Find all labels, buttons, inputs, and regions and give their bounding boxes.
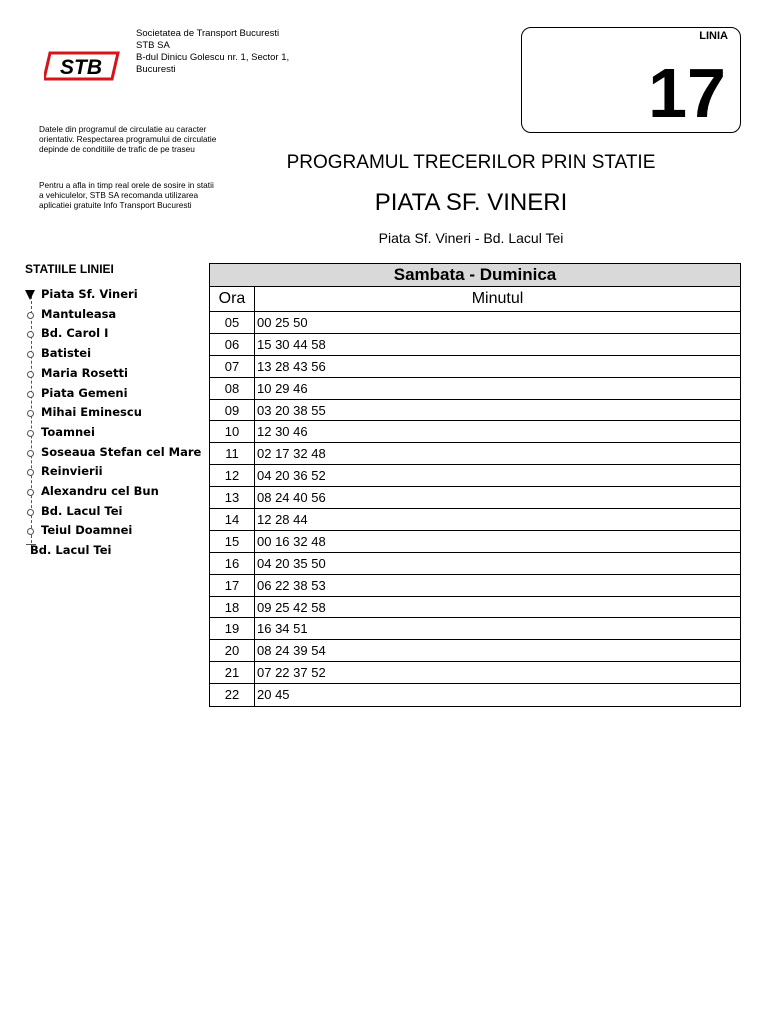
hour-cell: 13: [210, 487, 255, 508]
station-name: PIATA SF. VINERI: [374, 189, 568, 216]
table-row: [210, 509, 740, 531]
station-item: [24, 483, 214, 503]
station-item: [24, 522, 214, 542]
line-label: LINIA: [699, 30, 728, 42]
station-label: Bd. Lacul Tei: [41, 503, 123, 518]
timetable: [209, 263, 741, 707]
stop-dot-icon: [27, 450, 34, 457]
disclaimer-note: Datele din programul de circulatie au caracter orientativ. Respectarea programului de circulatie depinde de conditiile de trafic de pe traseu: [39, 124, 217, 154]
minutes-cell: 02 17 32 48: [257, 446, 326, 462]
minutes-cell: 10 29 46: [257, 380, 308, 396]
hour-cell: 20: [210, 640, 255, 661]
table-row: [210, 618, 740, 640]
station-item: [24, 444, 214, 464]
station-label: Maria Rosetti: [41, 365, 128, 380]
minutes-cell: 09 25 42 58: [257, 599, 326, 615]
hour-cell: 14: [210, 509, 255, 530]
minutes-cell: 04 20 36 52: [257, 468, 326, 484]
minutes-cell: 03 20 38 55: [257, 402, 326, 418]
station-item: [24, 345, 214, 365]
minutes-cell: 04 20 35 50: [257, 555, 326, 571]
station-label: Toamnei: [41, 424, 95, 439]
company-line: Societatea de Transport Bucuresti: [136, 28, 280, 39]
table-row: [210, 575, 740, 597]
minutes-cell: 20 45: [257, 687, 290, 703]
program-title: PROGRAMUL TRECERILOR PRIN STATIE: [286, 152, 656, 173]
app-info-note: Pentru a afla in timp real orele de sosire in statii a vehiculelor, STB SA recomanda utilizarea aplicatiei gratuite Info Transport Bucuresti: [39, 180, 214, 210]
minutes-cell: 08 24 39 54: [257, 643, 326, 659]
station-item: [24, 385, 214, 405]
station-item: [24, 424, 214, 444]
stop-dot-icon: [27, 430, 34, 437]
table-row: [210, 421, 740, 443]
station-label: Mantuleasa: [41, 306, 117, 321]
station-item: [24, 325, 214, 345]
hour-cell: 10: [210, 421, 255, 442]
station-label: Bd. Lacul Tei: [30, 543, 112, 558]
hour-cell: 22: [210, 684, 255, 706]
route-name: Piata Sf. Vineri - Bd. Lacul Tei: [378, 230, 564, 246]
hour-cell: 05: [210, 312, 255, 333]
station-item: [24, 542, 214, 562]
station-list: [24, 286, 214, 566]
line-number: 17: [648, 54, 726, 132]
hour-cell: 21: [210, 662, 255, 683]
table-row: [210, 531, 740, 553]
station-label: Alexandru cel Bun: [41, 484, 159, 498]
minutes-cell: 16 34 51: [257, 621, 308, 637]
stop-dot-icon: [27, 331, 34, 338]
hour-column-header: Ora: [210, 287, 255, 311]
minutes-cell: 08 24 40 56: [257, 490, 326, 506]
stop-dot-icon: [27, 489, 34, 496]
minutes-cell: 00 16 32 48: [257, 533, 326, 549]
station-label: Reinvierii: [41, 464, 103, 479]
station-label: Piata Sf. Vineri: [41, 287, 138, 301]
station-label: Teiul Doamnei: [41, 523, 133, 538]
station-item: [24, 503, 214, 523]
stop-dot-icon: [27, 469, 34, 476]
station-item: [24, 286, 214, 306]
table-row: [210, 640, 740, 662]
hour-cell: 15: [210, 531, 255, 552]
minutes-cell: 12 30 46: [257, 424, 308, 440]
current-stop-icon: [25, 290, 35, 300]
company-address: [136, 28, 336, 76]
logo-text: STB: [60, 56, 102, 79]
table-row: [210, 443, 740, 465]
station-item: [24, 365, 214, 385]
station-label: Soseaua Stefan cel Mare: [41, 444, 202, 459]
hour-cell: 17: [210, 575, 255, 596]
stations-title: STATIILE LINIEI: [25, 262, 114, 276]
timetable-header-row: [210, 287, 740, 312]
minutes-cell: 12 28 44: [257, 512, 308, 528]
stop-dot-icon: [27, 528, 34, 535]
hour-cell: 11: [210, 443, 255, 464]
station-label: Batistei: [41, 346, 92, 361]
minutes-cell: 15 30 44 58: [257, 336, 326, 352]
stop-dot-icon: [27, 351, 34, 358]
minutes-cell: 07 22 37 52: [257, 665, 326, 681]
hour-cell: 09: [210, 400, 255, 421]
stb-logo: [44, 50, 120, 82]
stop-dot-icon: [27, 371, 34, 378]
company-line: Bucuresti: [136, 64, 176, 75]
table-row: [210, 312, 740, 334]
station-item: [24, 404, 214, 424]
hour-cell: 07: [210, 356, 255, 377]
station-label: Piata Gemeni: [41, 385, 128, 400]
minutes-cell: 13 28 43 56: [257, 358, 326, 374]
table-row: [210, 465, 740, 487]
station-item: [24, 463, 214, 483]
hour-cell: 16: [210, 553, 255, 574]
company-line: STB SA: [136, 40, 170, 51]
stop-dot-icon: [27, 391, 34, 398]
line-number-box: [521, 27, 741, 133]
day-type-header: Sambata - Duminica: [210, 264, 740, 287]
timetable-rows: [210, 312, 740, 706]
table-row: [210, 334, 740, 356]
station-item: [24, 306, 214, 326]
station-label: Mihai Eminescu: [41, 405, 142, 420]
table-row: [210, 662, 740, 684]
table-row: [210, 400, 740, 422]
minutes-cell: 06 22 38 53: [257, 577, 326, 593]
hour-cell: 12: [210, 465, 255, 486]
stop-dot-icon: [27, 509, 34, 516]
hour-cell: 18: [210, 597, 255, 618]
stop-dot-icon: [27, 410, 34, 417]
hour-cell: 19: [210, 618, 255, 639]
hour-cell: 08: [210, 378, 255, 399]
table-row: [210, 487, 740, 509]
hour-cell: 06: [210, 334, 255, 355]
table-row: [210, 684, 740, 706]
minute-column-header: Minutul: [471, 290, 524, 307]
stop-dot-icon: [27, 312, 34, 319]
table-row: [210, 553, 740, 575]
company-line: B-dul Dinicu Golescu nr. 1, Sector 1,: [136, 52, 290, 63]
minutes-cell: 00 25 50: [257, 315, 308, 330]
table-row: [210, 597, 740, 619]
table-row: [210, 356, 740, 378]
station-label: Bd. Carol I: [41, 326, 109, 341]
table-row: [210, 378, 740, 400]
